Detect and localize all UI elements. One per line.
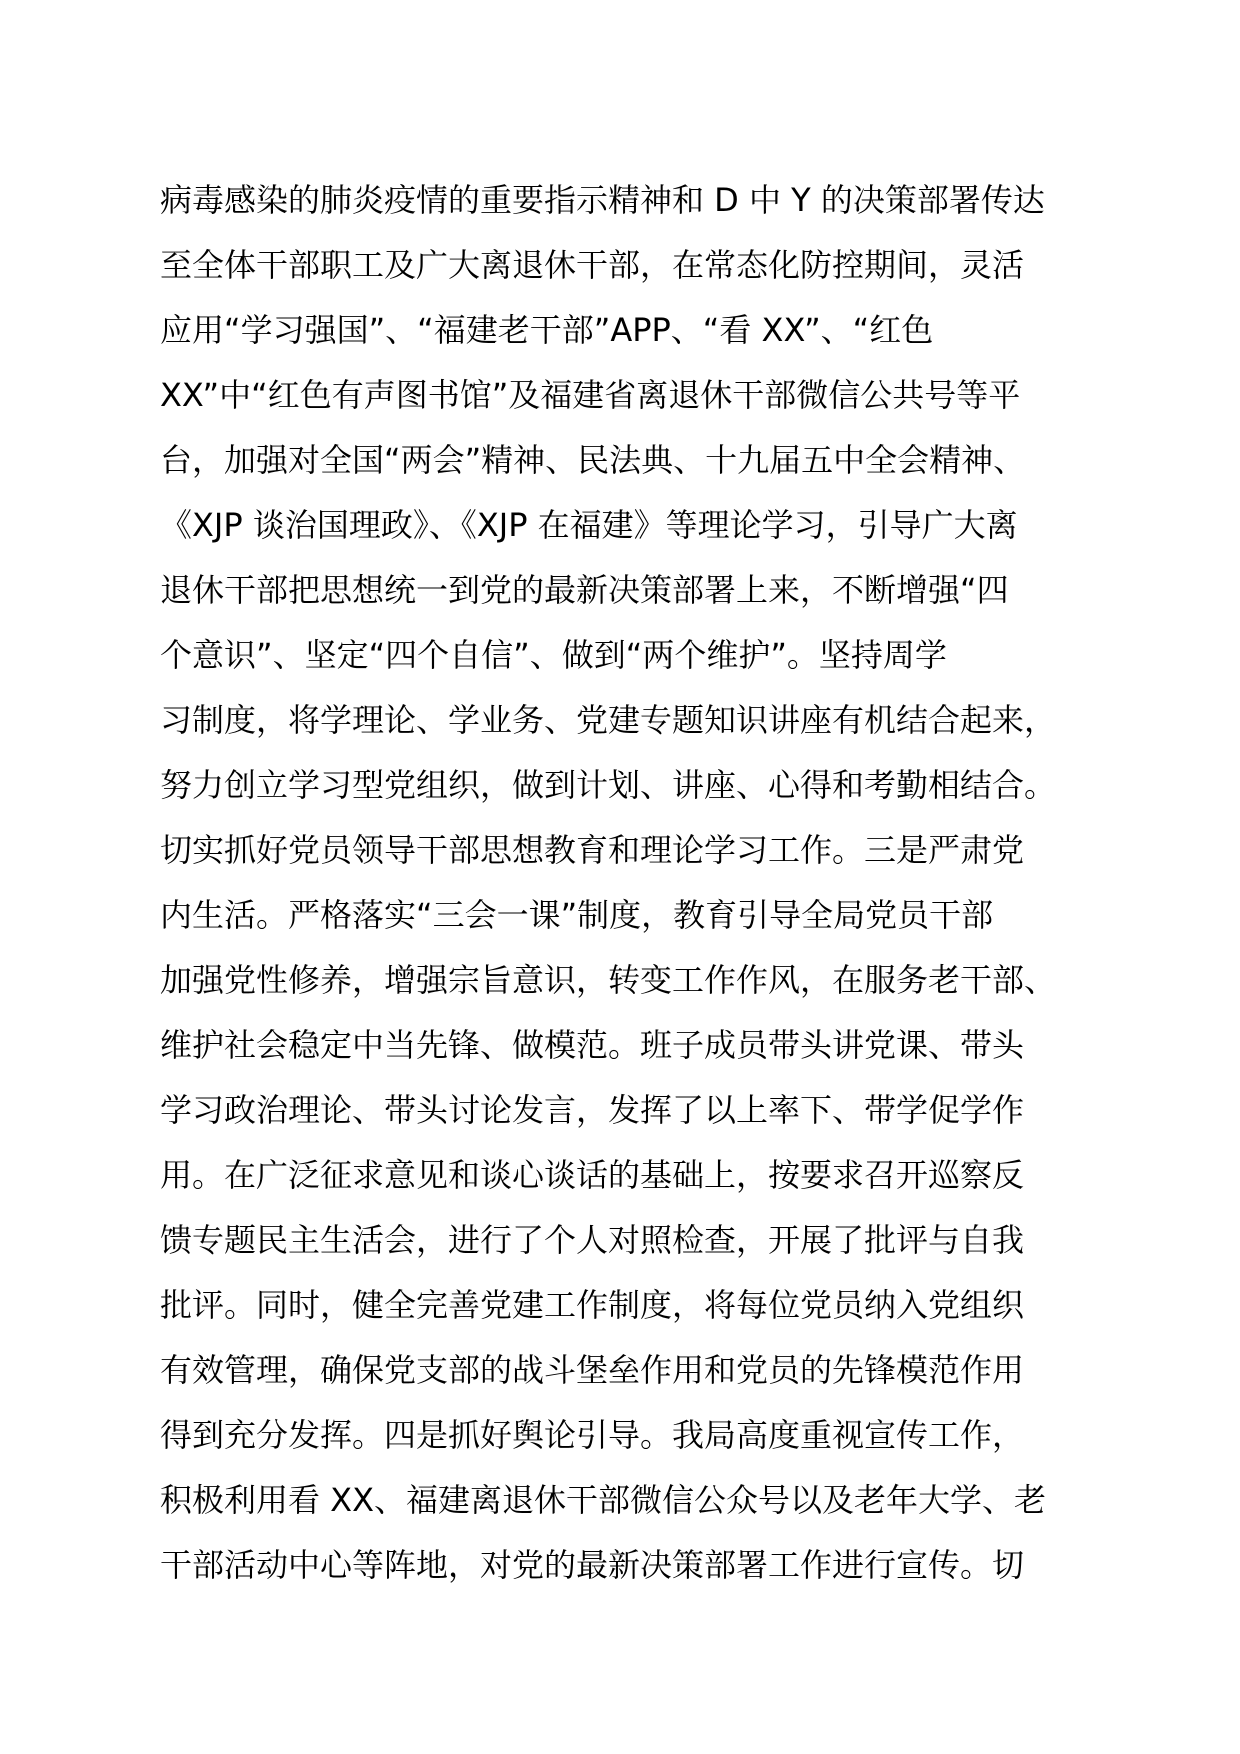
text-line-12: 内生活。严格落实“三会一课”制度，教育引导全局党员干部 — [160, 896, 994, 934]
text-line-8: 个意识”、坚定“四个自信”、做到“两个维护”。坚持周学 — [160, 636, 947, 674]
text-line-22: 干部活动中心等阵地，对党的最新决策部署工作进行宣传。切 — [160, 1546, 1025, 1584]
text-line-4: XX”中“红色有声图书馆”及福建省离退休干部微信公共号等平 — [160, 376, 1021, 414]
text-line-6: 《XJP 谈治国理政》、《XJP 在福建》等理论学习，引导广大离 — [160, 506, 1018, 544]
text-line-20: 得到充分发挥。四是抓好舆论引导。我局高度重视宣传工作， — [160, 1416, 1025, 1454]
text-line-10: 努力创立学习型党组织，做到计划、讲座、心得和考勤相结合。 — [160, 766, 1057, 804]
text-line-19: 有效管理，确保党支部的战斗堡垒作用和党员的先锋模范作用 — [160, 1351, 1025, 1389]
text-line-17: 馈专题民主生活会，进行了个人对照检查，开展了批评与自我 — [160, 1221, 1025, 1259]
text-line-5: 台，加强对全国“两会”精神、民法典、十九届五中全会精神、 — [160, 441, 1026, 479]
text-line-16: 用。在广泛征求意见和谈心谈话的基础上，按要求召开巡察反 — [160, 1156, 1025, 1194]
text-line-18: 批评。同时，健全完善党建工作制度，将每位党员纳入党组织 — [160, 1286, 1025, 1324]
text-line-21: 积极利用看 XX、福建离退休干部微信公众号以及老年大学、老 — [160, 1481, 1047, 1519]
text-line-14: 维护社会稳定中当先锋、做模范。班子成员带头讲党课、带头 — [160, 1026, 1025, 1064]
text-line-2: 至全体干部职工及广大离退休干部，在常态化防控期间，灵活 — [160, 246, 1025, 284]
text-line-1: 病毒感染的肺炎疫情的重要指示精神和 D 中 Y 的决策部署传达 — [160, 181, 1045, 219]
text-line-3: 应用“学习强国”、“福建老干部”APP、“看 XX”、“红色 — [160, 311, 934, 349]
text-line-9: 习制度，将学理论、学业务、党建专题知识讲座有机结合起来， — [160, 701, 1057, 739]
text-line-13: 加强党性修养，增强宗旨意识，转变工作作风，在服务老干部、 — [160, 961, 1057, 999]
text-line-7: 退休干部把思想统一到党的最新决策部署上来，不断增强“四 — [160, 571, 1009, 609]
text-line-15: 学习政治理论、带头讨论发言，发挥了以上率下、带学促学作 — [160, 1091, 1025, 1129]
body-paragraph — [160, 168, 1120, 1598]
text-line-11: 切实抓好党员领导干部思想教育和理论学习工作。三是严肃党 — [160, 831, 1025, 869]
